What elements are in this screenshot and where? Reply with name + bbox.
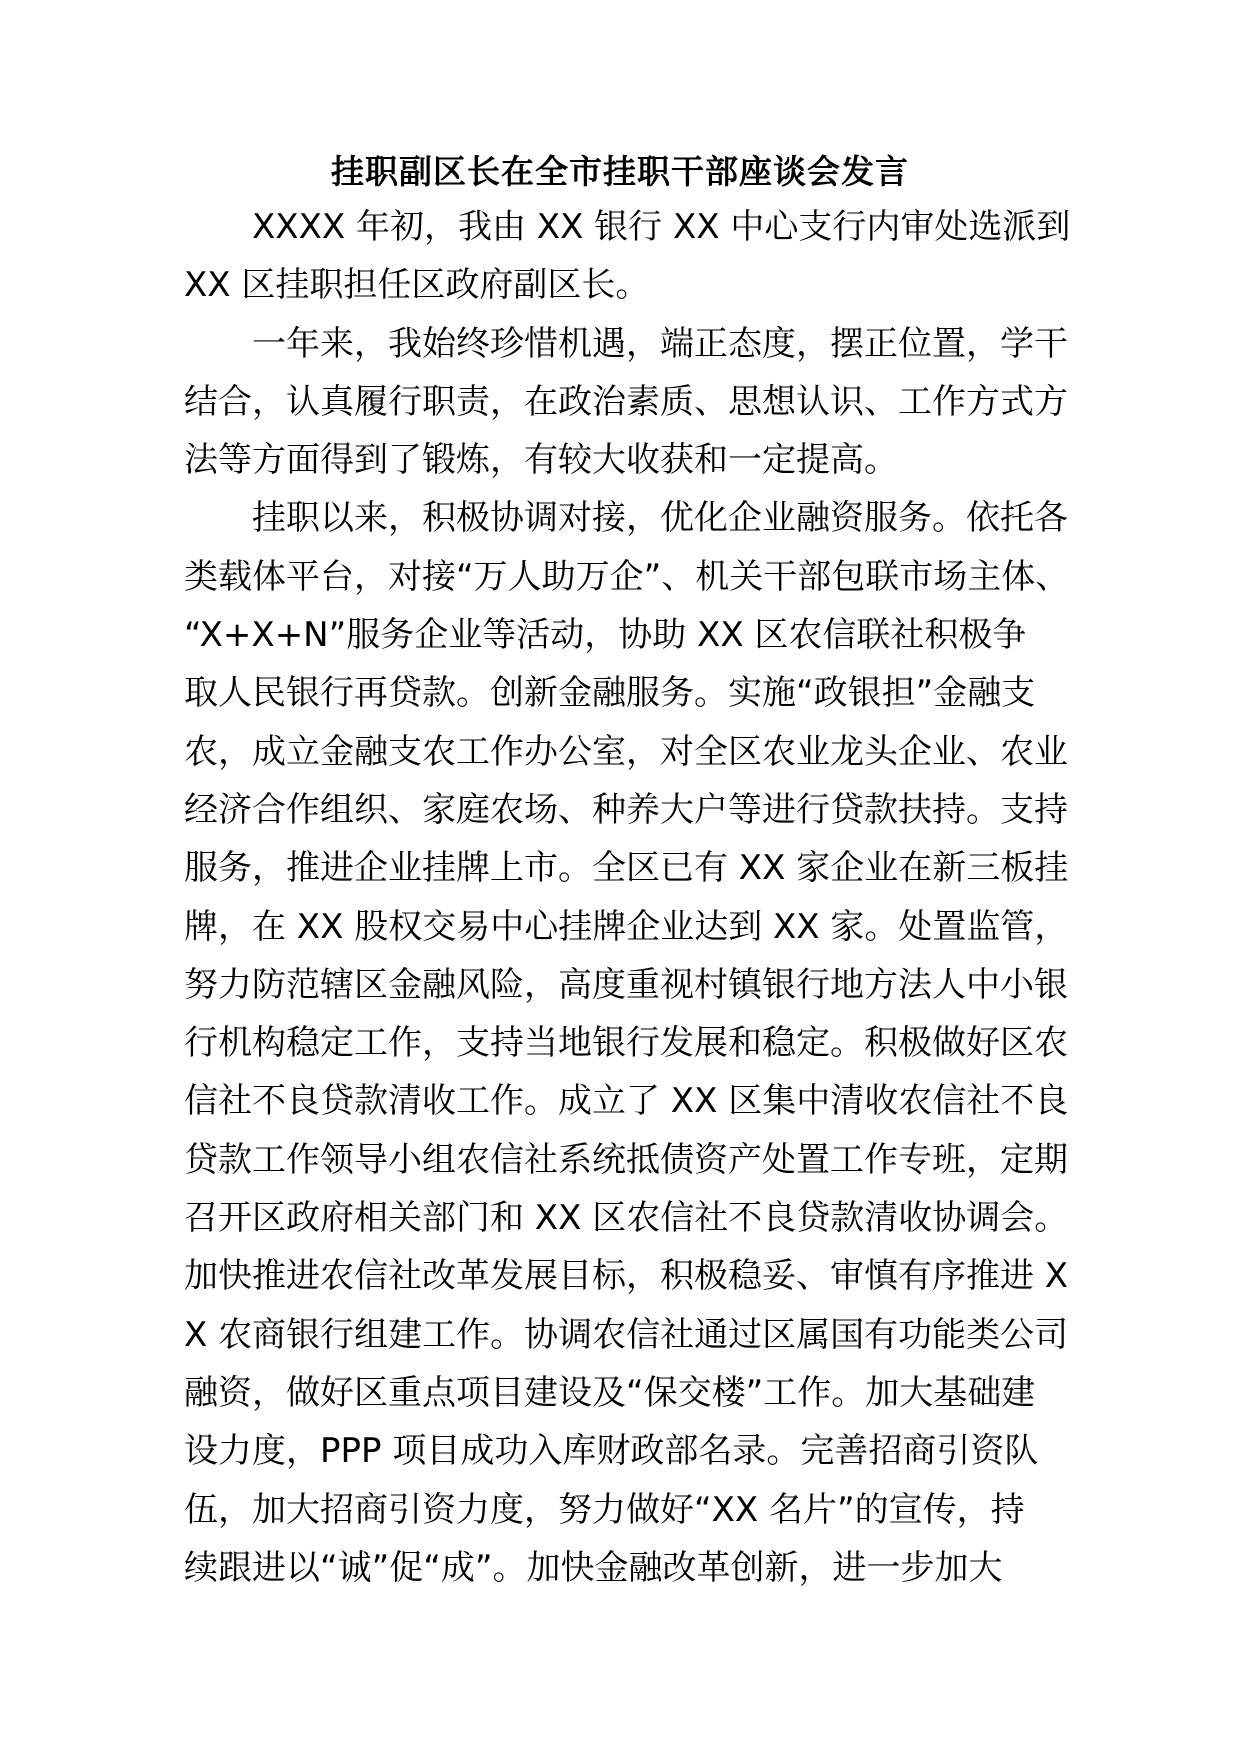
paragraph-line: 召开区政府相关部门和 XX 区农信社不良贷款清收协调会。 [184,1198,1069,1239]
paragraph-line: 续跟进以“诚”促“成”。加快金融改革创新，进一步加大 [184,1547,1003,1588]
paragraph-line: 行机构稳定工作，支持当地银行发展和稳定。积极做好区农 [184,1023,1068,1064]
paragraph-line: XXXX 年初，我由 XX 银行 XX 中心支行内审处选派到 [252,207,1071,247]
paragraph-line: 伍，加大招商引资力度，努力做好“XX 名片”的宣传，持 [184,1489,1025,1530]
paragraph-line: 贷款工作领导小组农信社系统抵债资产处置工作专班，定期 [184,1139,1068,1180]
paragraph-line: 融资，做好区重点项目建设及“保交楼”工作。加大基础建 [184,1372,1036,1413]
paragraph-line: 服务，推进企业挂牌上市。全区已有 XX 家企业在新三板挂 [184,848,1069,889]
document-body [184,198,1071,1597]
paragraph-line: 信社不良贷款清收工作。成立了 XX 区集中清收农信社不良 [184,1081,1069,1122]
paragraph-line: 挂职以来，积极协调对接，优化企业融资服务。依托各 [252,498,1068,539]
paragraph-line: 取人民银行再贷款。创新金融服务。实施“政银担”金融支 [184,673,1036,714]
paragraph-line: 类载体平台，对接“万人助万企”、机关干部包联市场主体、 [184,556,1070,597]
page-title: 挂职副区长在全市挂职干部座谈会发言 [331,152,909,191]
paragraph-1 [184,198,1071,315]
paragraph-line: XX 区挂职担任区政府副区长。 [184,265,650,306]
paragraph-line: 一年来，我始终珍惜机遇，端正态度，摆正位置，学干 [252,323,1068,364]
paragraph-line: 农，成立金融支农工作办公室，对全区农业龙头企业、农业 [184,731,1068,772]
paragraph-line: 努力防范辖区金融风险，高度重视村镇银行地方法人中小银 [184,964,1068,1005]
paragraph-line: 牌，在 XX 股权交易中心挂牌企业达到 XX 家。处置监管， [184,906,1069,947]
paragraph-line: 经济合作组织、家庭农场、种养大户等进行贷款扶持。支持 [184,789,1068,830]
paragraph-line: 结合，认真履行职责，在政治素质、思想认识、工作方式方 [184,381,1068,422]
paragraph-line: 加快推进农信社改革发展目标，积极稳妥、审慎有序推进 X [184,1256,1069,1297]
paragraph-3 [184,489,1070,1597]
paragraph-line: 设力度，PPP 项目成功入库财政部名录。完善招商引资队 [184,1431,1039,1472]
paragraph-line: “X+X+N”服务企业等活动，协助 XX 区农信联社积极争 [184,615,1027,656]
paragraph-line: 法等方面得到了锻炼，有较大收获和一定提高。 [184,440,898,481]
paragraph-line: X 农商银行组建工作。协调农信社通过区属国有功能类公司 [184,1314,1069,1355]
paragraph-2 [184,315,1068,490]
